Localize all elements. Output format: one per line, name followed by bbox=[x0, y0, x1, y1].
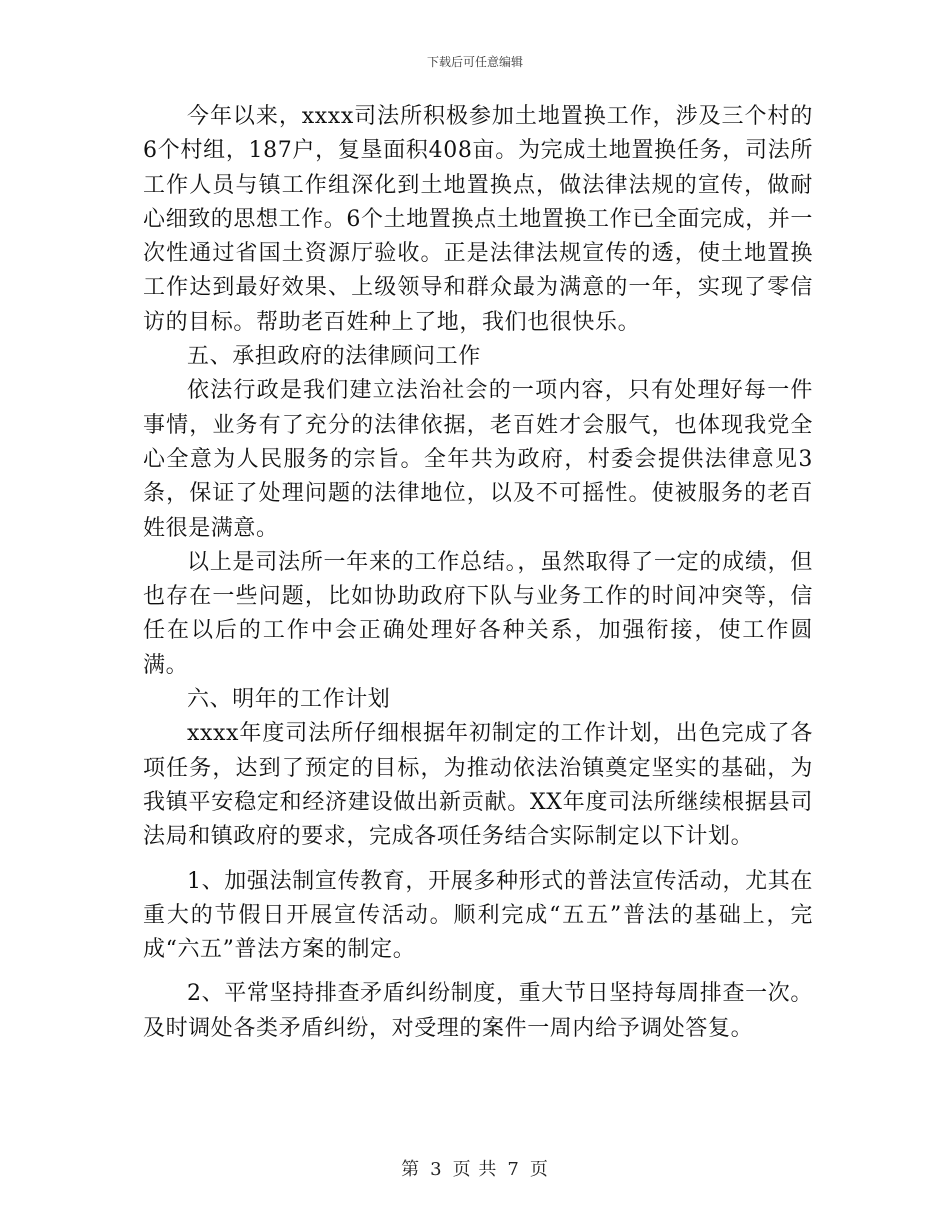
footer-prefix: 第 bbox=[401, 1159, 421, 1180]
plan-item-1: 1、加强法制宣传教育，开展多种形式的普法宣传活动，尤其在重大的节假日开展宣传活动。顺利完成“五五”普法的基础上，完成“六五”普法方案的制定。 bbox=[143, 868, 813, 963]
footer-suffix: 页 bbox=[529, 1159, 549, 1180]
document-body bbox=[143, 100, 813, 1046]
page-number-footer bbox=[0, 1155, 950, 1181]
plan-item-2: 2、平常坚持排查矛盾纠纷制度，重大节日坚持每周排查一次。及时调处各类矛盾纠纷，对受理的案件一周内给予调处答复。 bbox=[143, 981, 813, 1041]
paragraph-plan-intro: xxxx年度司法所仔细根据年初制定的工作计划，出色完成了各项任务，达到了预定的目标，为推动依法治镇奠定坚实的基础，为我镇平安稳定和经济建设做出新贡献。XX年度司法所继续根据县司法局和镇政府的要求，完成各项任务结合实际制定以下计划。 bbox=[143, 721, 813, 850]
page-header-note: 下载后可任意编辑 bbox=[426, 55, 523, 69]
paragraph-land-replacement: 今年以来，xxxx司法所积极参加土地置换工作，涉及三个村的6个村组，187户，复垦面积408亩。为完成土地置换任务，司法所工作人员与镇工作组深化到土地置换点，做法律法规的宣传，做耐心细致的思想工作。6个土地置换点土地置换工作已全面完成，并一次性通过省国土资源厅验收。正是法律法规宣传的透，使土地置换工作达到最好效果、上级领导和群众最为满意的一年，实现了零信访的目标。帮助老百姓种上了地，我们也很快乐。 bbox=[143, 104, 813, 335]
footer-current-page: 3 bbox=[430, 1159, 443, 1180]
paragraph-legal-administration: 依法行政是我们建立法治社会的一项内容，只有处理好每一件事情，业务有了充分的法律依据，老百姓才会服气，也体现我党全心全意为人民服务的宗旨。全年共为政府，村委会提供法律意见3条，保证了处理问题的法律地位，以及不可摇性。使被服务的老百姓很是满意。 bbox=[143, 378, 813, 541]
section-heading-legal-advisor: 五、承担政府的法律顾问工作 bbox=[187, 344, 481, 370]
footer-total-pages: 7 bbox=[507, 1159, 520, 1180]
paragraph-summary: 以上是司法所一年来的工作总结。，虽然取得了一定的成绩，但也存在一些问题，比如协助政府下队与业务工作的时间冲突等，信任在以后的工作中会正确处理好各种关系，加强衔接，使工作圆满。 bbox=[143, 549, 813, 678]
footer-middle: 页 共 bbox=[452, 1159, 498, 1180]
section-heading-next-year-plan: 六、明年的工作计划 bbox=[187, 687, 391, 713]
